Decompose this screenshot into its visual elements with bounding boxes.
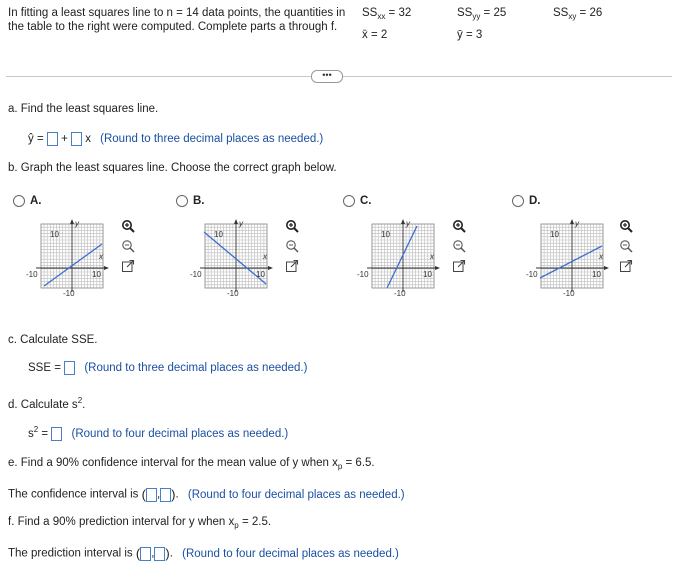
confidence-interval-label: The confidence interval is — [8, 488, 139, 501]
popout-icon[interactable] — [452, 259, 466, 273]
zoom-in-icon[interactable] — [285, 219, 299, 233]
part-a-answer-row — [28, 132, 323, 146]
option-a-letter: A. — [30, 195, 42, 208]
option-d-letter: D. — [529, 195, 541, 208]
part-f-label: f. Find a 90% prediction interval for y when $x_p = 2.5$. — [8, 516, 272, 530]
tick-label: -10 — [63, 289, 75, 298]
option-c-letter: C. — [360, 195, 372, 208]
part-d-label: d. Calculate $s^2$. — [8, 396, 86, 411]
graph-b — [190, 218, 274, 298]
graph-c-tools — [452, 219, 472, 279]
ci-lower-input[interactable] — [146, 488, 157, 502]
option-b-radio[interactable] — [176, 195, 188, 207]
stat-ssxx: $SS_{xx} = 32$ — [362, 7, 412, 21]
slope-input[interactable] — [71, 132, 82, 146]
part-d-answer-row — [28, 425, 288, 441]
axis-label-y: y — [75, 219, 79, 228]
stat-ssxy: $SS_{xy} = 26$ — [553, 7, 603, 21]
axis-label-x: x — [99, 252, 103, 261]
option-a-radio[interactable] — [13, 195, 25, 207]
regression-line — [44, 244, 102, 286]
part-b-label: b. Graph the least squares line. Choose the correct graph below. — [8, 162, 337, 174]
intercept-input[interactable] — [47, 132, 58, 146]
part-d-hint: (Round to four decimal places as needed.) — [71, 428, 289, 440]
option-d[interactable] — [512, 195, 541, 207]
s2-input[interactable] — [51, 427, 62, 441]
zoom-out-icon[interactable] — [619, 239, 633, 253]
s2-label: $s^2$ = — [28, 425, 49, 440]
zoom-out-icon[interactable] — [452, 239, 466, 253]
popout-icon[interactable] — [121, 259, 135, 273]
tick-label: 10 — [92, 270, 101, 279]
tick-label: -10 — [190, 270, 202, 279]
option-d-radio[interactable] — [512, 195, 524, 207]
zoom-out-icon[interactable] — [121, 239, 135, 253]
option-b-letter: B. — [193, 195, 205, 208]
graph-b-tools — [285, 219, 305, 279]
tick-label: -10 — [26, 270, 38, 279]
axis-label-x: x — [430, 252, 434, 261]
tick-label: 10 — [592, 270, 601, 279]
axis-label-y: y — [575, 219, 579, 228]
tick-label: 10 — [550, 230, 559, 239]
part-c-answer-row — [28, 361, 307, 375]
tick-label: 10 — [214, 230, 223, 239]
axis-label-y: y — [239, 219, 243, 228]
graph-d-tools — [619, 219, 639, 279]
yhat-label: ŷ = — [28, 133, 44, 146]
tick-label: 10 — [381, 230, 390, 239]
popout-icon[interactable] — [285, 259, 299, 273]
part-a-hint: (Round to three decimal places as needed.) — [100, 133, 324, 146]
graph-c — [357, 218, 441, 298]
pi-upper-input[interactable] — [154, 547, 165, 561]
part-a-label: a. Find the least squares line. — [8, 103, 159, 115]
part-e-answer-row: The confidence interval is ( , ). (Round to four decimal places as needed.) — [8, 487, 405, 502]
intro-text: In fitting a least squares line to n = 14 data points, the quantities in the table to the right were computed. Complete parts a through f. — [8, 7, 346, 33]
zoom-in-icon[interactable] — [619, 219, 633, 233]
expand-ellipsis-button[interactable]: ••• — [311, 70, 343, 83]
popout-icon[interactable] — [619, 259, 633, 273]
graph-d — [526, 218, 610, 298]
zoom-out-icon[interactable] — [285, 239, 299, 253]
tick-label: 10 — [423, 270, 432, 279]
sse-input[interactable] — [64, 361, 75, 375]
stat-xbar: x̄ = 2 — [362, 29, 388, 41]
option-c-radio[interactable] — [343, 195, 355, 207]
prediction-interval-label: The prediction interval is — [8, 547, 133, 560]
part-e-label: e. Find a 90% confidence interval for the mean value of y when $x_p = 6.5$. — [8, 457, 375, 471]
sse-label: SSE = — [28, 362, 61, 375]
option-a[interactable] — [13, 195, 42, 207]
ci-upper-input[interactable] — [160, 488, 171, 502]
pi-lower-input[interactable] — [140, 547, 151, 561]
axis-label-x: x — [599, 252, 603, 261]
option-c[interactable] — [343, 195, 372, 207]
option-b[interactable] — [176, 195, 205, 207]
plus-sign: + — [61, 133, 68, 146]
stat-ybar: ȳ = 3 — [457, 29, 483, 41]
graph-a — [26, 218, 110, 298]
part-c-hint: (Round to three decimal places as needed.) — [84, 362, 308, 375]
x-variable: x — [85, 133, 91, 146]
tick-label: 10 — [50, 230, 59, 239]
stat-ssyy: $SS_{yy} = 25$ — [457, 7, 507, 21]
part-e-hint: (Round to four decimal places as needed.) — [187, 488, 405, 501]
axis-label-x: x — [263, 252, 267, 261]
tick-label: -10 — [394, 289, 406, 298]
part-c-label: c. Calculate SSE. — [8, 334, 98, 346]
zoom-in-icon[interactable] — [121, 219, 135, 233]
part-f-hint: (Round to four decimal places as needed.) — [182, 547, 399, 560]
zoom-in-icon[interactable] — [452, 219, 466, 233]
tick-label: 10 — [256, 270, 265, 279]
graph-a-tools — [121, 219, 141, 279]
tick-label: -10 — [227, 289, 239, 298]
part-f-answer-row: The prediction interval is ( , ). (Round to four decimal places as needed.) — [8, 546, 399, 561]
axis-label-y: y — [406, 219, 410, 228]
tick-label: -10 — [357, 270, 369, 279]
tick-label: -10 — [563, 289, 575, 298]
tick-label: -10 — [526, 270, 538, 279]
